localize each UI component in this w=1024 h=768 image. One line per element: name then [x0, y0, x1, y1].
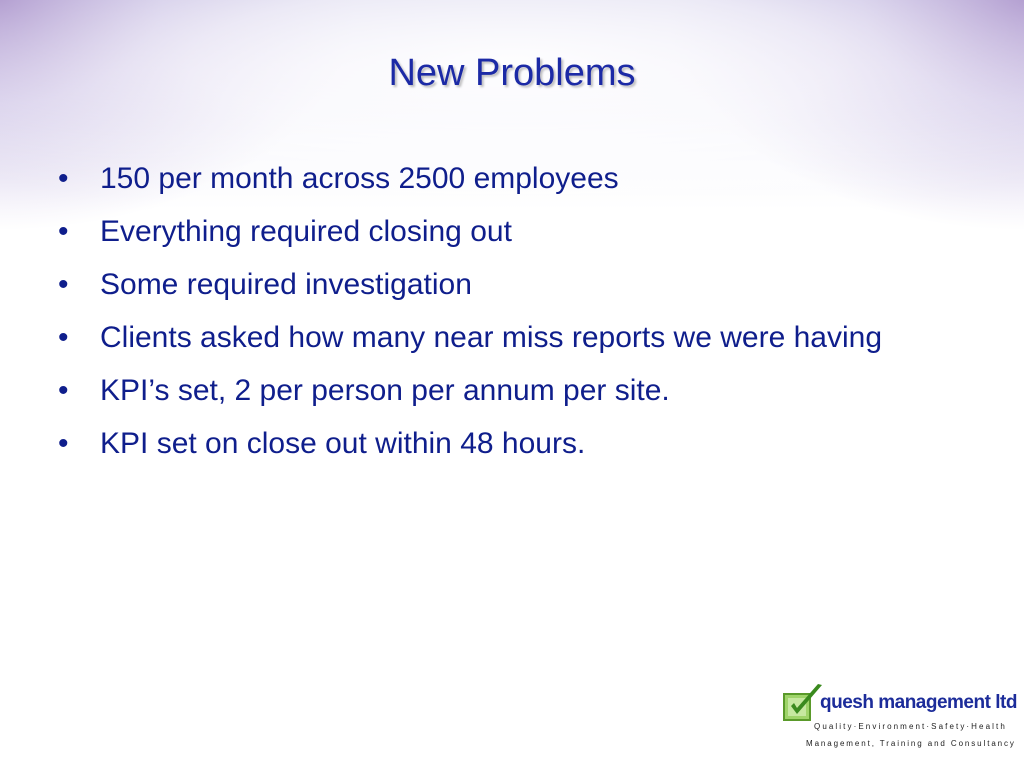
bullet-marker: • — [58, 162, 69, 195]
logo-tagline-offerings: Management, Training and Consultancy — [806, 739, 1016, 748]
slide-title: New Problems — [388, 52, 636, 94]
bullet-text: KPI’s set, 2 per person per annum per site. — [100, 374, 670, 407]
bullet-item — [58, 370, 978, 412]
logo-tagline-services: Quality·Environment·Safety·Health — [814, 722, 1007, 731]
bullet-marker: • — [58, 215, 69, 248]
bullet-text: Some required investigation — [100, 268, 472, 301]
bullet-list — [58, 158, 978, 476]
bullet-item — [58, 211, 978, 253]
bullet-item — [58, 264, 978, 306]
bullet-item — [58, 423, 978, 465]
bullet-marker: • — [58, 374, 69, 407]
bullet-marker: • — [58, 268, 69, 301]
logo-company-name: quesh management ltd — [820, 692, 1017, 713]
bullet-item — [58, 317, 978, 359]
bullet-marker: • — [58, 321, 69, 354]
bullet-marker: • — [58, 427, 69, 460]
company-logo — [782, 682, 1017, 752]
bullet-text: Everything required closing out — [100, 215, 512, 248]
bullet-text: KPI set on close out within 48 hours. — [100, 427, 586, 460]
bullet-item — [58, 158, 978, 200]
bullet-text: Clients asked how many near miss reports we were having — [100, 321, 883, 354]
bullet-text: 150 per month across 2500 employees — [100, 162, 619, 195]
